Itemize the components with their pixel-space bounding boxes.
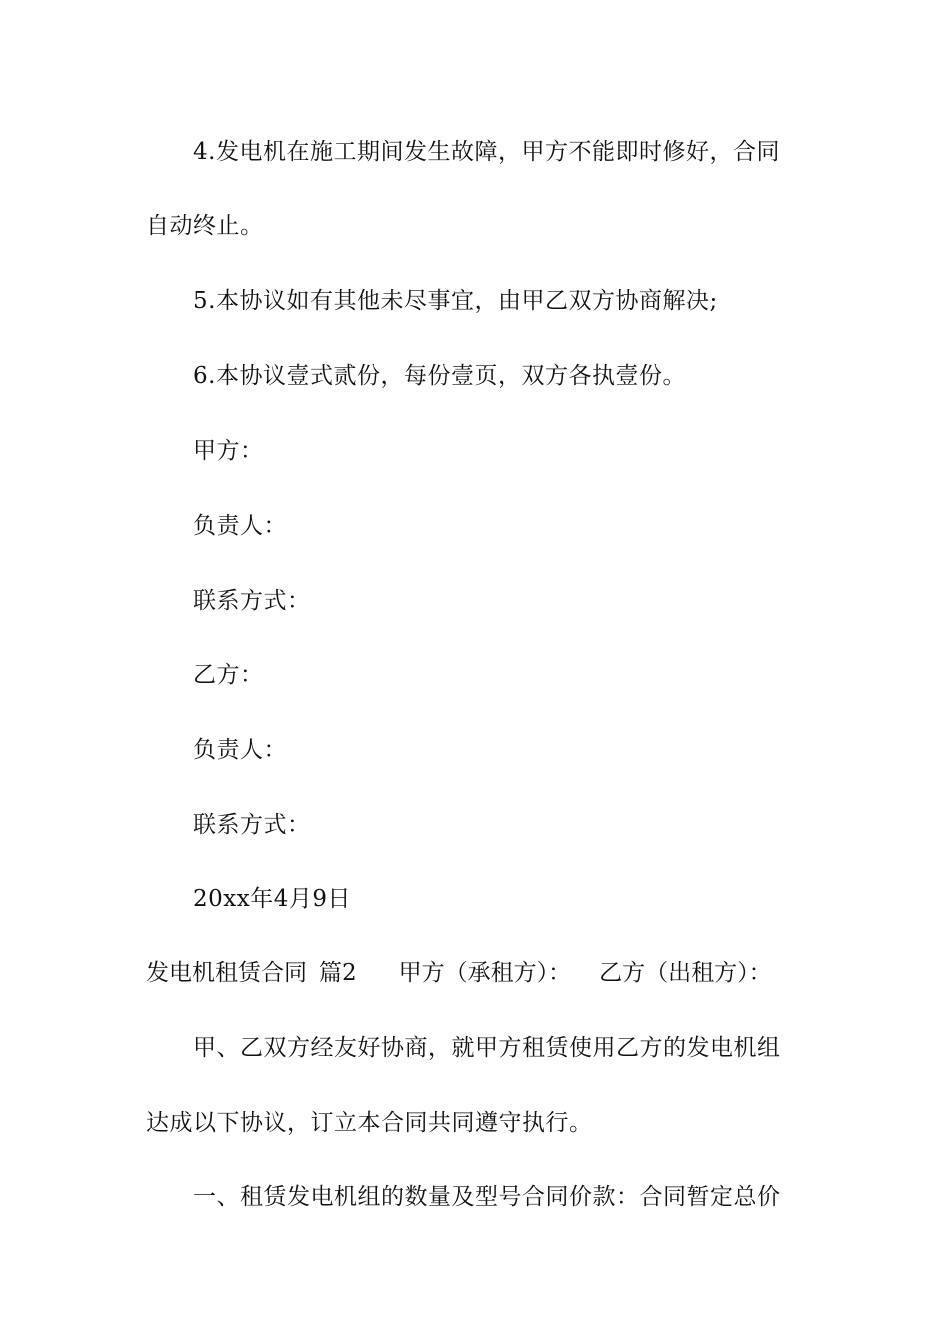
party-a-responsible: 负责人： bbox=[193, 513, 287, 539]
clause-4-line-1: 4.发电机在施工期间发生故障，甲方不能即时修好，合同 bbox=[193, 139, 780, 165]
party-b-contact: 联系方式： bbox=[193, 812, 311, 838]
contract-heading bbox=[146, 958, 772, 988]
contract-title: 发电机租赁合同 bbox=[146, 960, 307, 986]
party-a-label: 甲方： bbox=[193, 438, 264, 464]
party-a-contact: 联系方式： bbox=[193, 588, 311, 614]
body-line-2: 达成以下协议，订立本合同共同遵守执行。 bbox=[146, 1110, 593, 1136]
heading-party-a: 甲方（承租方）： bbox=[398, 960, 572, 986]
contract-part: 篇2 bbox=[319, 960, 357, 986]
section-1-line: 一、租赁发电机组的数量及型号合同价款：合同暂定总价 bbox=[193, 1184, 781, 1210]
body-line-1: 甲、乙双方经友好协商，就甲方租赁使用乙方的发电机组 bbox=[193, 1035, 781, 1061]
signing-date: 20xx年4月9日 bbox=[193, 886, 351, 912]
party-b-label: 乙方： bbox=[193, 662, 264, 688]
heading-party-b: 乙方（出租方）： bbox=[599, 960, 772, 986]
party-b-responsible: 负责人： bbox=[193, 737, 287, 763]
clause-6: 6.本协议壹式贰份，每份壹页，双方各执壹份。 bbox=[193, 363, 686, 389]
clause-4-line-2: 自动终止。 bbox=[146, 213, 264, 239]
clause-5: 5.本协议如有其他未尽事宜，由甲乙双方协商解决; bbox=[193, 288, 718, 314]
